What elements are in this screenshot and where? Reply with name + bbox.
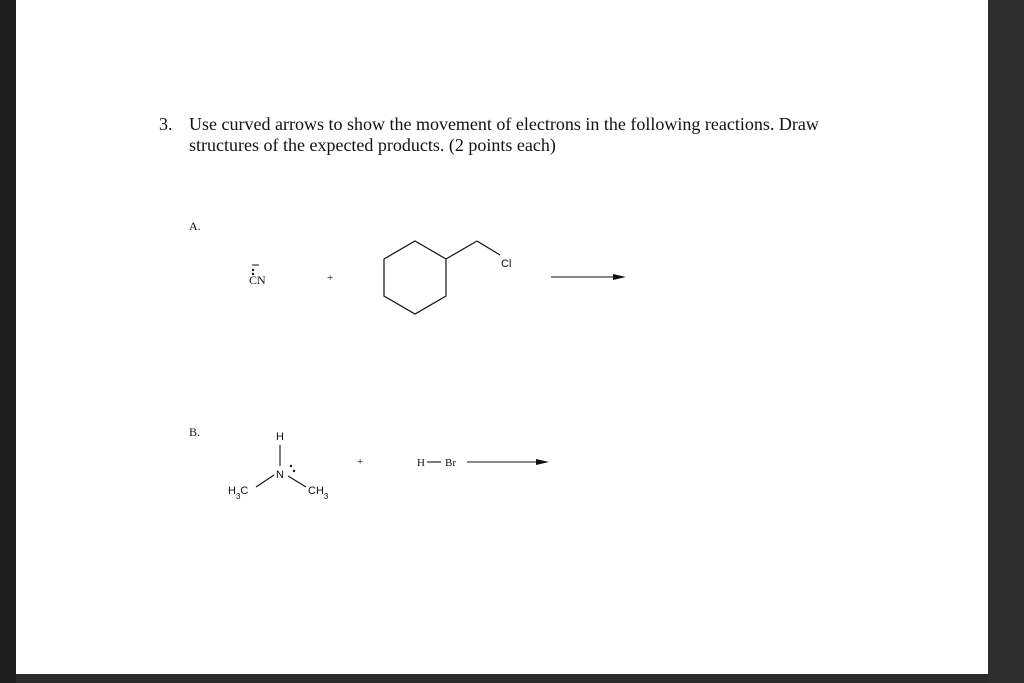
question-line-2: structures of the expected products. (2 points each) — [189, 135, 556, 155]
cyanide-ion — [249, 265, 266, 287]
ch2-to-cl-bond — [477, 241, 500, 255]
n-ch3-right-bond — [288, 476, 306, 487]
plus-sign-a: + — [327, 272, 334, 284]
cyclohexane-ring — [384, 241, 446, 314]
lone-pair-dot — [290, 465, 292, 467]
lone-pair-dot — [293, 470, 295, 472]
hbr-hydrogen-label: H — [417, 457, 425, 469]
part-b-label: B. — [189, 425, 201, 439]
ring-to-ch2-bond — [446, 241, 477, 259]
hydrogen-bromide — [417, 457, 456, 469]
amine-hydrogen-label: H — [276, 431, 284, 443]
cyclohexylmethyl-chloride — [384, 241, 500, 314]
cyanide-label: CN — [249, 273, 266, 287]
reaction-arrow-a — [551, 274, 626, 280]
left-methyl-label: $H_3C$ — [228, 485, 249, 501]
chlorine-label: Cl — [501, 258, 512, 270]
lone-pair-dot — [252, 269, 254, 271]
reaction-arrow-b — [467, 459, 549, 465]
nitrogen-label: N — [276, 469, 284, 481]
question-number: 3. — [159, 114, 173, 134]
hbr-bromine-label: Br — [445, 457, 456, 469]
n-ch3-left-bond — [256, 475, 274, 487]
right-methyl-label: $CH_3$ — [308, 485, 329, 501]
part-a-label: A. — [189, 219, 201, 233]
question-line-1: Use curved arrows to show the movement of electrons in the following reactions. Draw — [189, 114, 819, 134]
dimethylamine — [228, 431, 329, 501]
plus-sign-b: + — [357, 456, 364, 468]
